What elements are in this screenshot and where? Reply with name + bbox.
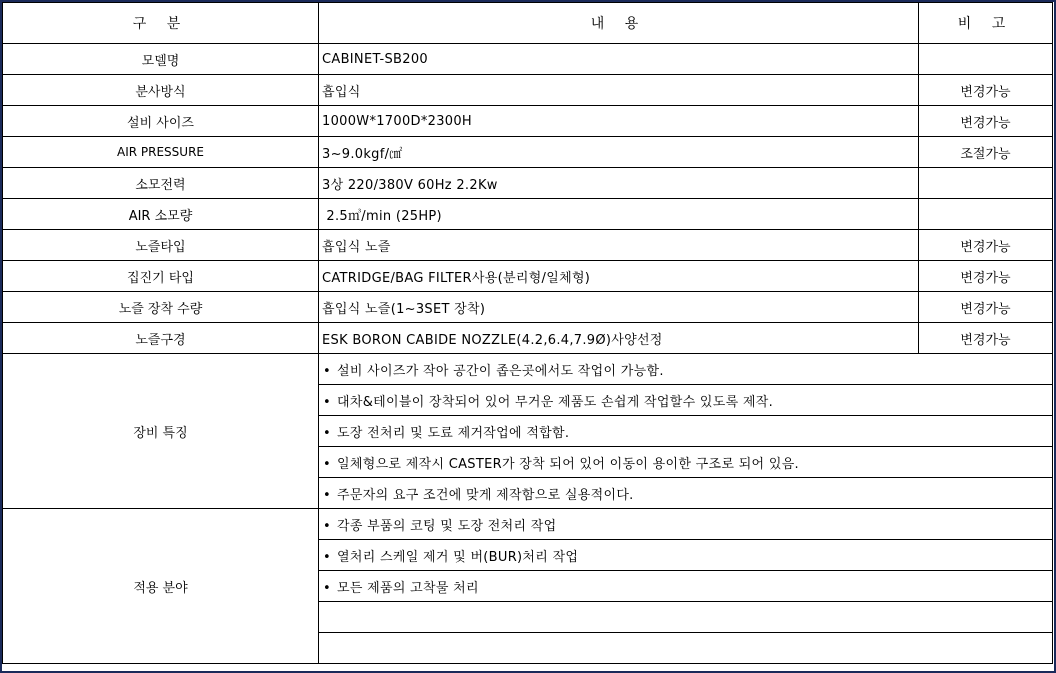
spec-row-size (3, 106, 1053, 137)
spec-value: CABINET-SB200 (319, 44, 919, 75)
bullet-icon: • (323, 518, 331, 534)
spec-table (2, 2, 1053, 664)
spec-value: 2.5㎥/min (25HP) (319, 199, 919, 230)
application-item-empty (319, 602, 1053, 633)
spec-note: 변경가능 (919, 106, 1053, 137)
header-category: 구 분 (3, 3, 319, 44)
spec-row-nozzle-count (3, 292, 1053, 323)
header-content: 내 용 (319, 3, 919, 44)
spec-note (919, 44, 1053, 75)
spec-label: 노즐타입 (3, 230, 319, 261)
spec-row-air-pressure (3, 137, 1053, 168)
feature-row (3, 354, 1053, 385)
bullet-icon: • (323, 363, 331, 379)
spec-label: AIR PRESSURE (3, 137, 319, 168)
feature-item (319, 478, 1053, 509)
spec-label: 모델명 (3, 44, 319, 75)
spec-row-collector-type (3, 261, 1053, 292)
spec-note: 변경가능 (919, 75, 1053, 106)
spec-note: 변경가능 (919, 261, 1053, 292)
spec-note (919, 168, 1053, 199)
application-text: 각종 부품의 코팅 및 도장 전처리 작업 (337, 518, 557, 534)
header-remarks: 비 고 (919, 3, 1053, 44)
spec-row-power (3, 168, 1053, 199)
spec-label: 분사방식 (3, 75, 319, 106)
bullet-icon: • (323, 394, 331, 410)
application-item (319, 571, 1053, 602)
spec-label: AIR 소모량 (3, 199, 319, 230)
spec-row-nozzle-bore (3, 323, 1053, 354)
bullet-icon: • (323, 456, 331, 472)
spec-value: 3상 220/380V 60Hz 2.2Kw (319, 168, 919, 199)
feature-item (319, 354, 1053, 385)
features-label: 장비 특징 (3, 354, 319, 509)
spec-label: 노즐구경 (3, 323, 319, 354)
spec-note: 조절가능 (919, 137, 1053, 168)
bullet-icon: • (323, 549, 331, 565)
spec-value: 1000W*1700D*2300H (319, 106, 919, 137)
spec-row-spray-method (3, 75, 1053, 106)
applications-label: 적용 분야 (3, 509, 319, 664)
spec-row-nozzle-type (3, 230, 1053, 261)
spec-note: 변경가능 (919, 323, 1053, 354)
application-item (319, 540, 1053, 571)
spec-note: 변경가능 (919, 292, 1053, 323)
spec-label: 소모전력 (3, 168, 319, 199)
spec-value: 3~9.0kgf/㎠ (319, 137, 919, 168)
spec-row-air-consumption (3, 199, 1053, 230)
feature-item (319, 385, 1053, 416)
spec-label: 집진기 타입 (3, 261, 319, 292)
spec-note (919, 199, 1053, 230)
spec-value: ESK BORON CABIDE NOZZLE(4.2,6.4,7.9Ø)사양선정 (319, 323, 919, 354)
spec-value: CATRIDGE/BAG FILTER사용(분리형/일체형) (319, 261, 919, 292)
spec-value: 흡입식 노즐 (319, 230, 919, 261)
application-row (3, 509, 1053, 540)
bullet-icon: • (323, 580, 331, 596)
application-text: 모든 제품의 고착물 처리 (337, 580, 479, 596)
feature-text: 도장 전처리 및 도료 제거작업에 적합함. (337, 425, 570, 441)
bullet-icon: • (323, 425, 331, 441)
spec-note: 변경가능 (919, 230, 1053, 261)
spec-value: 흡입식 (319, 75, 919, 106)
feature-text: 대차&테이블이 장착되어 있어 무거운 제품도 손쉽게 작업할수 있도록 제작. (337, 394, 774, 410)
feature-item (319, 416, 1053, 447)
spec-value: 흡입식 노즐(1~3SET 장착) (319, 292, 919, 323)
spec-row-model (3, 44, 1053, 75)
application-item (319, 509, 1053, 540)
application-text: 열처리 스케일 제거 및 버(BUR)처리 작업 (337, 549, 579, 565)
bullet-icon: • (323, 487, 331, 503)
feature-text: 일체형으로 제작시 CASTER가 장착 되어 있어 이동이 용이한 구조로 되어 있음. (337, 456, 799, 472)
table-header-row (3, 3, 1053, 44)
spec-label: 설비 사이즈 (3, 106, 319, 137)
feature-text: 설비 사이즈가 작아 공간이 좁은곳에서도 작업이 가능함. (337, 363, 664, 379)
feature-item (319, 447, 1053, 478)
application-item-empty (319, 633, 1053, 664)
spec-label: 노즐 장착 수량 (3, 292, 319, 323)
feature-text: 주문자의 요구 조건에 맞게 제작함으로 실용적이다. (337, 487, 634, 503)
